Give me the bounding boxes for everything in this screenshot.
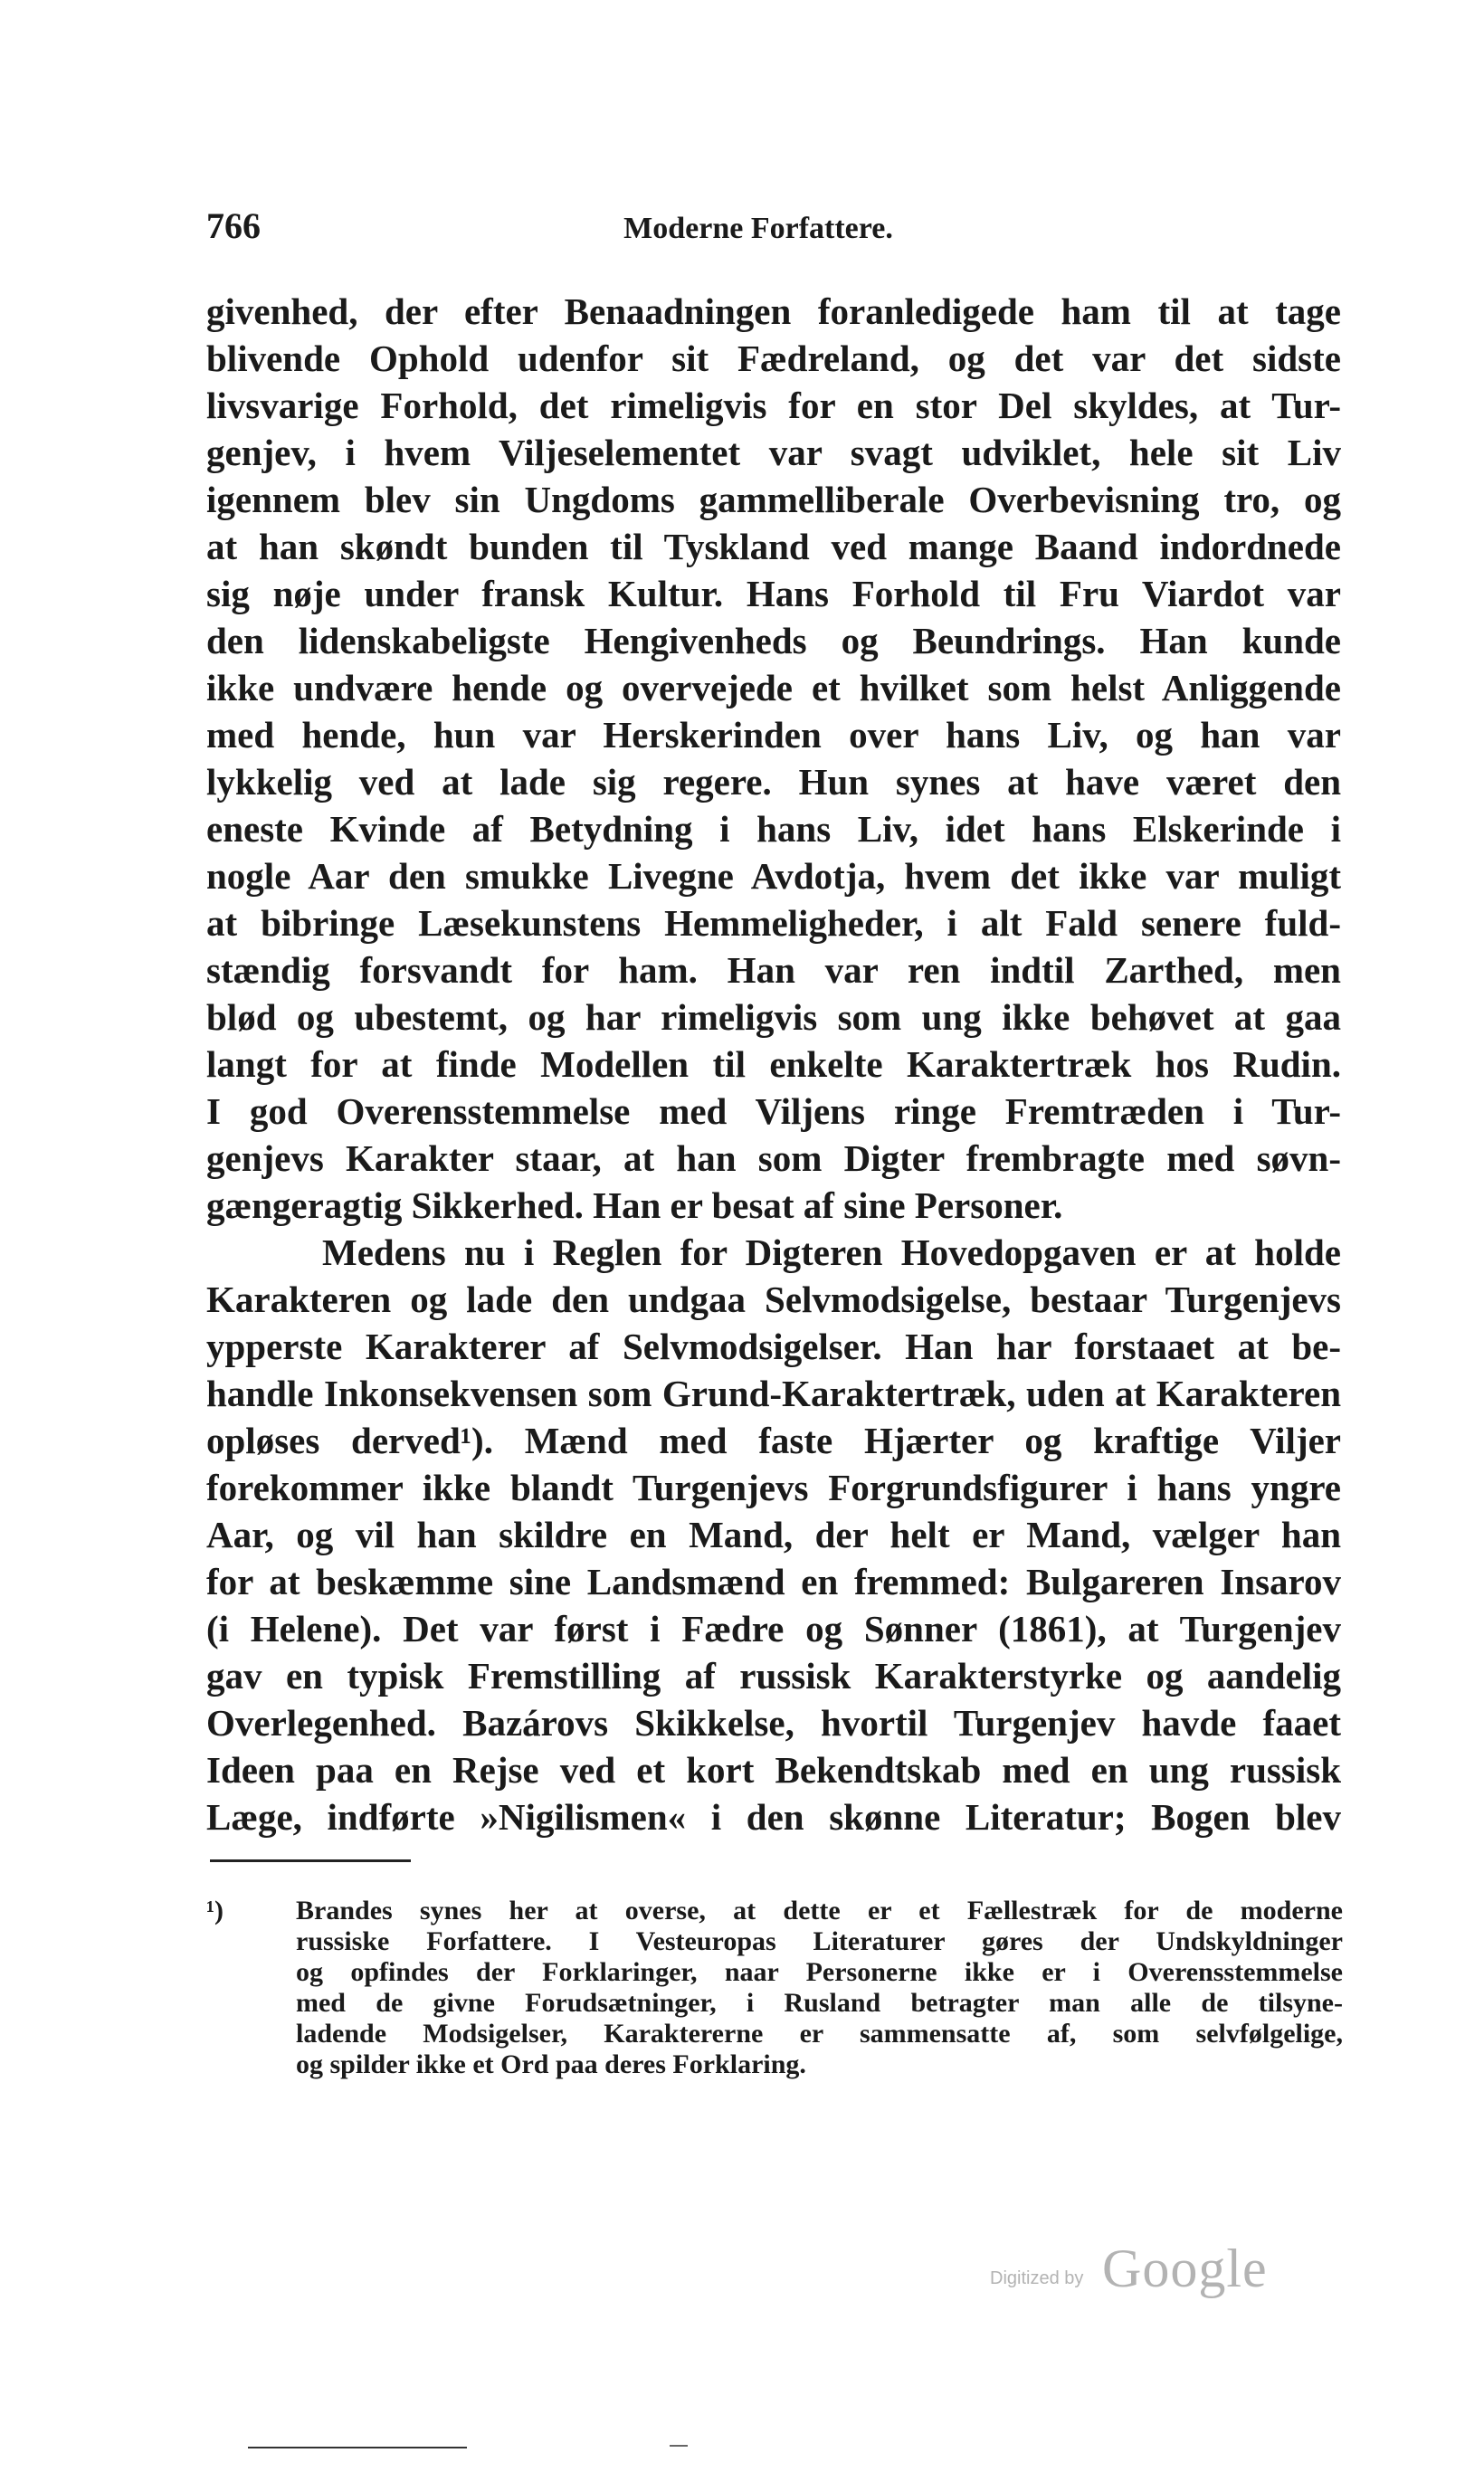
- text-line: opløses derved¹). Mænd med faste Hjærter og kraftige Viljer: [206, 1420, 1341, 1461]
- text-line: ikke undvære hende og overvejede et hvilket som helst Anliggende: [206, 667, 1341, 708]
- text-line: forekommer ikke blandt Turgenjevs Forgrundsfigurer i hans yngre: [206, 1467, 1341, 1508]
- text-line: Karakteren og lade den undgaa Selvmodsigelse, bestaar Turgenjevs: [206, 1279, 1341, 1320]
- text-line: eneste Kvinde af Betydning i hans Liv, idet hans Elskerinde i: [206, 808, 1341, 850]
- digitized-watermark: [990, 2238, 1298, 2310]
- footnote-line: ladende Modsigelser, Karaktererne er sammensatte af, som selvfølgelige,: [296, 2019, 1343, 2049]
- text-line: igennem blev sin Ungdoms gammelliberale Overbevisning tro, og: [206, 479, 1341, 520]
- footnote-line: [206, 1896, 1343, 1926]
- footnote-line: og spilder ikke et Ord paa deres Forklaring.: [296, 2049, 806, 2079]
- footnote-marker: ¹): [206, 1896, 224, 1925]
- footnote-line: og opfindes der Forklaringer, naar Personerne ikke er i Overensstemmelse: [296, 1957, 1343, 1987]
- page-header: [206, 204, 1346, 259]
- running-head: Moderne Forfattere.: [623, 212, 893, 245]
- text-line: Læge, indførte »Nigilismen« i den skønne Literatur; Bogen blev: [206, 1796, 1341, 1838]
- text-line: genjevs Karakter staar, at han som Digter frembragte med søvn-: [206, 1137, 1341, 1179]
- text-line: den lidenskabeligste Hengivenheds og Beundrings. Han kunde: [206, 620, 1341, 661]
- text-line: for at beskæmme sine Landsmænd en fremmed: Bulgareren Insarov: [206, 1561, 1341, 1602]
- text-line: givenhed, der efter Benaadningen foranledigede ham til at tage: [206, 290, 1341, 332]
- text-line: blivende Ophold udenfor sit Fædreland, og det var det sidste: [206, 338, 1341, 379]
- text-line: stændig forsvandt for ham. Han var ren indtil Zarthed, men: [206, 949, 1341, 991]
- text-line: genjev, i hvem Viljeselementet var svagt udviklet, hele sit Liv: [206, 432, 1341, 473]
- page-number: 766: [206, 205, 261, 246]
- text-line: Aar, og vil han skildre en Mand, der helt er Mand, vælger han: [206, 1514, 1341, 1555]
- text-line: I god Overensstemmelse med Viljens ringe Fremtræden i Tur-: [206, 1090, 1341, 1132]
- text-line: ypperste Karakterer af Selvmodsigelser. Han har forstaaet at be-: [206, 1326, 1341, 1367]
- bottom-mark: [670, 2445, 688, 2447]
- text-line: handle Inkonsekvensen som Grund-Karaktertræk, uden at Karakteren: [206, 1373, 1341, 1414]
- footnote-line: russiske Forfattere. I Vesteuropas Literaturer gøres der Undskyldninger: [296, 1926, 1343, 1956]
- footnote-divider: [210, 1859, 411, 1862]
- text-line: Overlegenhed. Bazárovs Skikkelse, hvortil Turgenjev havde faaet: [206, 1702, 1341, 1744]
- watermark-prefix: Digitized by: [990, 2268, 1084, 2288]
- text-line: nogle Aar den smukke Livegne Avdotja, hvem det ikke var muligt: [206, 855, 1341, 897]
- text-line: lykkelig ved at lade sig regere. Hun synes at have været den: [206, 761, 1341, 803]
- text-line: gængeragtig Sikkerhed. Han er besat af sine Personer.: [206, 1184, 1063, 1226]
- text-line: gav en typisk Fremstilling af russisk Karakterstyrke og aandelig: [206, 1655, 1341, 1697]
- text-line: at han skøndt bunden til Tyskland ved mange Baand indordnede: [206, 526, 1341, 567]
- text-line: (i Helene). Det var først i Fædre og Sønner (1861), at Turgenjev: [206, 1608, 1341, 1650]
- google-logo: Google: [1102, 2239, 1268, 2298]
- text-line: blød og ubestemt, og har rimeligvis som ung ikke behøvet at gaa: [206, 996, 1341, 1038]
- text-line: Ideen paa en Rejse ved et kort Bekendtskab med en ung russisk: [206, 1749, 1341, 1791]
- body-text: [206, 288, 1341, 1840]
- text-line: Medens nu i Reglen for Digteren Hovedopgaven er at holde: [322, 1231, 1341, 1273]
- footnote: [206, 1896, 1343, 2080]
- text-line: at bibringe Læsekunstens Hemmeligheder, i alt Fald senere fuld-: [206, 902, 1341, 944]
- text-line: sig nøje under fransk Kultur. Hans Forhold til Fru Viardot var: [206, 573, 1341, 614]
- bottom-rule: [248, 2447, 467, 2448]
- footnote-line: med de givne Forudsætninger, i Rusland betragter man alle de tilsyne-: [296, 1988, 1343, 2018]
- text-line: langt for at finde Modellen til enkelte Karaktertræk hos Rudin.: [206, 1043, 1341, 1085]
- text-line: livsvarige Forhold, det rimeligvis for en stor Del skyldes, at Tur-: [206, 385, 1341, 426]
- footnote-text: Brandes synes her at overse, at dette er et Fællestræk for de moderne: [296, 1896, 1343, 1925]
- text-line: med hende, hun var Herskerinden over hans Liv, og han var: [206, 714, 1341, 756]
